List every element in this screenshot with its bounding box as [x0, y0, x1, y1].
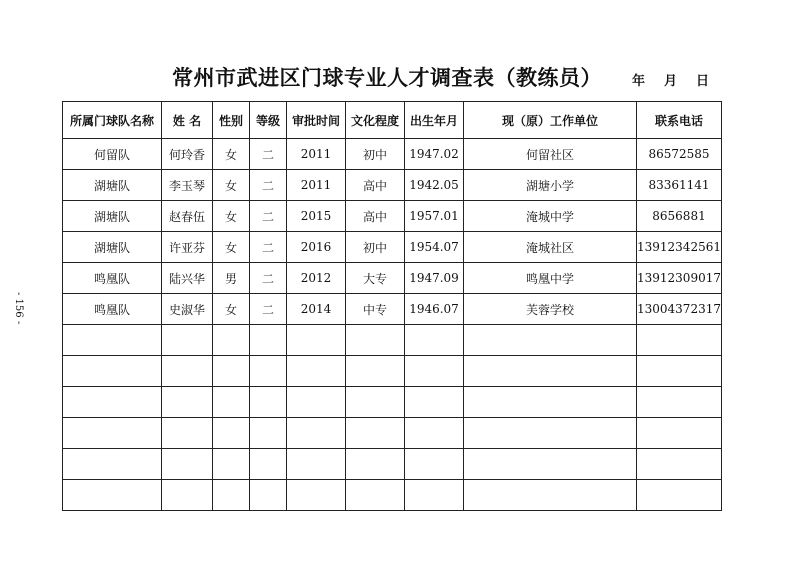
team-cell	[63, 356, 162, 387]
education-cell	[346, 325, 405, 356]
education-cell: 中专	[346, 294, 405, 325]
gender-cell: 男	[213, 263, 250, 294]
birth-cell: 1957.01	[405, 201, 464, 232]
education-cell: 大专	[346, 263, 405, 294]
grade-cell: 二	[250, 201, 287, 232]
approval-year-cell	[287, 480, 346, 511]
name-cell: 史淑华	[162, 294, 213, 325]
name-cell	[162, 325, 213, 356]
gender-cell: 女	[213, 294, 250, 325]
gender-cell: 女	[213, 201, 250, 232]
workplace-cell	[464, 480, 637, 511]
grade-cell	[250, 418, 287, 449]
phone-cell	[637, 356, 722, 387]
table-row	[63, 480, 722, 511]
table-header-row	[63, 102, 722, 139]
approval-year-cell: 2012	[287, 263, 346, 294]
coach-survey-table	[62, 101, 722, 511]
team-cell	[63, 418, 162, 449]
header-gender: 性别	[213, 102, 250, 139]
phone-cell: 13912309017	[637, 263, 722, 294]
table-row	[63, 387, 722, 418]
name-cell: 何玲香	[162, 139, 213, 170]
phone-cell	[637, 480, 722, 511]
name-cell	[162, 418, 213, 449]
team-cell: 鸣凰队	[63, 263, 162, 294]
gender-cell: 女	[213, 139, 250, 170]
name-cell	[162, 387, 213, 418]
birth-cell	[405, 356, 464, 387]
approval-year-cell: 2015	[287, 201, 346, 232]
gender-cell: 女	[213, 170, 250, 201]
phone-cell: 83361141	[637, 170, 722, 201]
gender-cell	[213, 449, 250, 480]
name-cell	[162, 449, 213, 480]
grade-cell	[250, 449, 287, 480]
gender-cell	[213, 387, 250, 418]
grade-cell	[250, 387, 287, 418]
education-cell: 高中	[346, 201, 405, 232]
workplace-cell: 鸣凰中学	[464, 263, 637, 294]
team-cell: 湖塘队	[63, 201, 162, 232]
approval-year-cell: 2011	[287, 139, 346, 170]
approval-year-cell	[287, 325, 346, 356]
birth-cell: 1947.09	[405, 263, 464, 294]
gender-cell	[213, 480, 250, 511]
header-approval-year: 审批时间	[287, 102, 346, 139]
workplace-cell	[464, 387, 637, 418]
birth-cell: 1947.02	[405, 139, 464, 170]
table-row	[63, 325, 722, 356]
grade-cell: 二	[250, 232, 287, 263]
education-cell: 高中	[346, 170, 405, 201]
name-cell: 李玉琴	[162, 170, 213, 201]
team-cell	[63, 387, 162, 418]
workplace-cell: 芙蓉学校	[464, 294, 637, 325]
approval-year-cell: 2011	[287, 170, 346, 201]
team-cell	[63, 325, 162, 356]
phone-cell	[637, 325, 722, 356]
team-cell: 何留队	[63, 139, 162, 170]
education-cell: 初中	[346, 139, 405, 170]
birth-cell	[405, 418, 464, 449]
workplace-cell: 淹城中学	[464, 201, 637, 232]
education-cell	[346, 480, 405, 511]
birth-cell	[405, 449, 464, 480]
phone-cell	[637, 387, 722, 418]
document-title: 常州市武进区门球专业人才调查表（教练员）	[172, 66, 602, 90]
birth-cell: 1942.05	[405, 170, 464, 201]
workplace-cell: 何留社区	[464, 139, 637, 170]
name-cell: 许亚芬	[162, 232, 213, 263]
gender-cell: 女	[213, 232, 250, 263]
page-number: - 156 -	[13, 292, 24, 325]
date-month-label: 月	[664, 74, 678, 89]
name-cell: 陆兴华	[162, 263, 213, 294]
education-cell	[346, 356, 405, 387]
gender-cell	[213, 418, 250, 449]
header-workplace: 现（原）工作单位	[464, 102, 637, 139]
birth-cell: 1946.07	[405, 294, 464, 325]
table-row	[63, 170, 722, 201]
header-team: 所属门球队名称	[63, 102, 162, 139]
workplace-cell: 淹城社区	[464, 232, 637, 263]
table-row	[63, 449, 722, 480]
birth-cell	[405, 387, 464, 418]
workplace-cell	[464, 449, 637, 480]
table-row	[63, 201, 722, 232]
date-year-label: 年	[632, 74, 646, 89]
table-row	[63, 418, 722, 449]
phone-cell	[637, 418, 722, 449]
workplace-cell	[464, 418, 637, 449]
grade-cell	[250, 480, 287, 511]
birth-cell: 1954.07	[405, 232, 464, 263]
header-name: 姓 名	[162, 102, 213, 139]
approval-year-cell	[287, 387, 346, 418]
approval-year-cell	[287, 449, 346, 480]
approval-year-cell	[287, 356, 346, 387]
approval-year-cell: 2016	[287, 232, 346, 263]
table-row	[63, 263, 722, 294]
header-phone: 联系电话	[637, 102, 722, 139]
team-cell: 湖塘队	[63, 232, 162, 263]
team-cell	[63, 449, 162, 480]
team-cell	[63, 480, 162, 511]
approval-year-cell: 2014	[287, 294, 346, 325]
team-cell: 湖塘队	[63, 170, 162, 201]
header-grade: 等级	[250, 102, 287, 139]
workplace-cell	[464, 325, 637, 356]
table-row	[63, 356, 722, 387]
table-row	[63, 294, 722, 325]
table-row	[63, 139, 722, 170]
date-day-label: 日	[696, 74, 710, 89]
grade-cell: 二	[250, 294, 287, 325]
phone-cell: 13004372317	[637, 294, 722, 325]
header-birth: 出生年月	[405, 102, 464, 139]
education-cell	[346, 418, 405, 449]
header-education: 文化程度	[346, 102, 405, 139]
education-cell	[346, 387, 405, 418]
education-cell: 初中	[346, 232, 405, 263]
birth-cell	[405, 325, 464, 356]
name-cell: 赵春伍	[162, 201, 213, 232]
grade-cell	[250, 356, 287, 387]
team-cell: 鸣凰队	[63, 294, 162, 325]
grade-cell: 二	[250, 263, 287, 294]
table-row	[63, 232, 722, 263]
phone-cell: 8656881	[637, 201, 722, 232]
workplace-cell	[464, 356, 637, 387]
birth-cell	[405, 480, 464, 511]
name-cell	[162, 480, 213, 511]
name-cell	[162, 356, 213, 387]
phone-cell: 13912342561	[637, 232, 722, 263]
phone-cell	[637, 449, 722, 480]
workplace-cell: 湖塘小学	[464, 170, 637, 201]
grade-cell: 二	[250, 139, 287, 170]
date-fields	[632, 70, 709, 89]
grade-cell	[250, 325, 287, 356]
education-cell	[346, 449, 405, 480]
gender-cell	[213, 356, 250, 387]
phone-cell: 86572585	[637, 139, 722, 170]
grade-cell: 二	[250, 170, 287, 201]
approval-year-cell	[287, 418, 346, 449]
gender-cell	[213, 325, 250, 356]
